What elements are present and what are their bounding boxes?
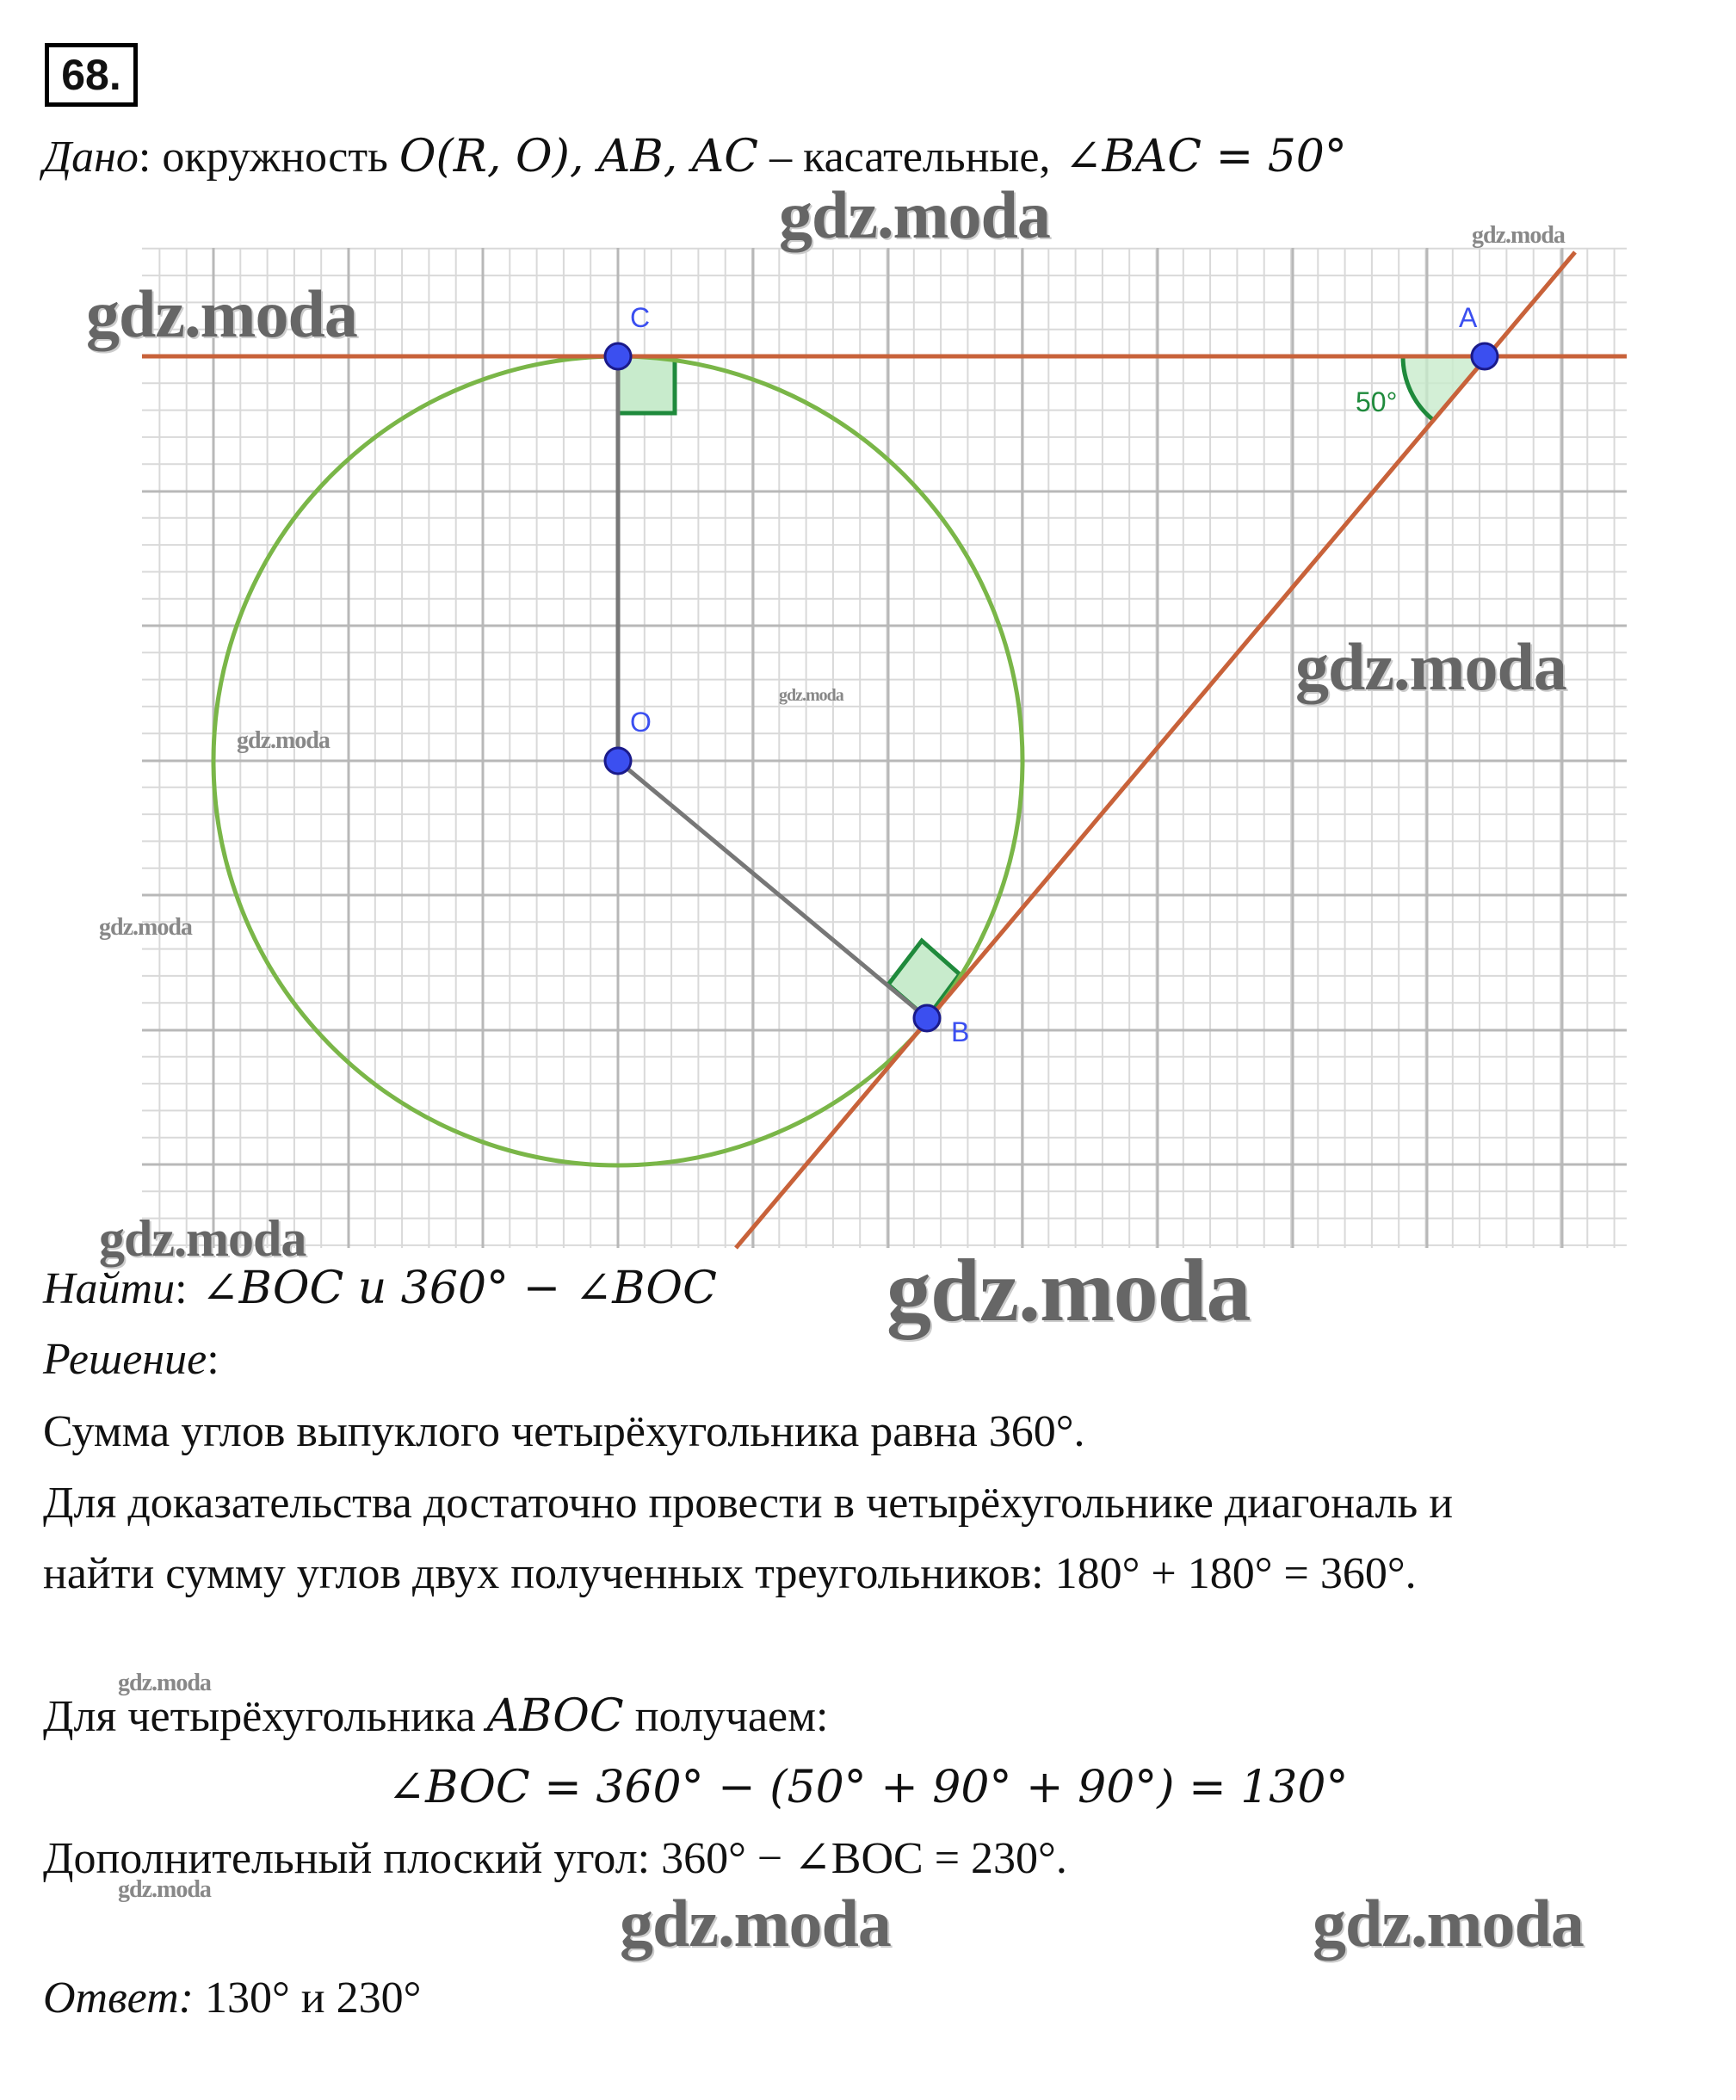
- label-o: O: [630, 707, 652, 738]
- solution-line-4-prefix: Для четырёхугольника: [43, 1692, 487, 1741]
- point-b: [914, 1005, 940, 1031]
- solution-quad-name: ABOC: [486, 1690, 624, 1742]
- point-c: [605, 343, 631, 369]
- watermark: gdz.moda: [118, 1670, 211, 1696]
- given-text: окружность: [151, 133, 399, 182]
- watermark: gdz.moda: [237, 727, 330, 754]
- solution-line-3: найти сумму углов двух полученных треугольников: 180° + 180° = 360°.: [43, 1549, 1417, 1598]
- watermark: gdz.moda: [99, 1210, 306, 1267]
- solution-line-1: Сумма углов выпуклого четырёхугольника равна 360°.: [43, 1407, 1085, 1456]
- watermark: gdz.moda: [118, 1876, 211, 1903]
- point-a: [1472, 343, 1498, 369]
- answer-text: 130° и 230°: [193, 1973, 422, 2023]
- watermark: gdz.moda: [99, 914, 192, 941]
- given-colon: :: [138, 133, 151, 182]
- task-number: 68.: [45, 43, 138, 107]
- grid: [142, 248, 1627, 1248]
- label-c: C: [630, 302, 651, 333]
- find-colon: :: [175, 1264, 188, 1313]
- watermark: gdz.moda: [86, 276, 357, 351]
- solution-formula: ∠BOC = 360° − (50° + 90° + 90°) = 130°: [387, 1762, 1349, 1813]
- answer-line: [43, 1971, 421, 2026]
- label-a: A: [1459, 302, 1478, 333]
- find-text: ∠BOC и 360° − ∠BOC: [187, 1263, 717, 1314]
- given-label: Дано: [43, 133, 139, 182]
- find-label: Найти: [43, 1264, 176, 1313]
- given-tangents-word: – касательные,: [758, 133, 1051, 182]
- label-b: B: [951, 1016, 970, 1047]
- point-o: [605, 748, 631, 774]
- watermark: gdz.moda: [887, 1241, 1251, 1340]
- watermark: gdz.moda: [779, 177, 1050, 252]
- angle-label-50: 50°: [1356, 386, 1398, 417]
- solution-line-2: Для доказательства достаточно провести в четырёхугольнике диагональ и: [43, 1479, 1454, 1528]
- solution-colon: :: [207, 1335, 219, 1384]
- watermark: gdz.moda: [1295, 629, 1566, 704]
- given-angle: ∠BAC = 50°: [1050, 131, 1347, 182]
- solution-line-4: [43, 1689, 828, 1745]
- solution-line-4-suffix: получаем:: [623, 1692, 829, 1741]
- given-circle: O(R, O),: [398, 131, 584, 182]
- watermark: gdz.moda: [1472, 222, 1565, 249]
- solution-label: Решение: [43, 1335, 207, 1384]
- watermark: gdz.moda: [779, 686, 843, 705]
- find-line: [43, 1261, 717, 1317]
- solution-heading: [43, 1332, 219, 1387]
- radius-ob: [618, 761, 927, 1018]
- solution-line-5: Дополнительный плоский угол: 360° − ∠BOC = 230°.: [43, 1834, 1067, 1883]
- watermark: gdz.moda: [620, 1886, 891, 1961]
- given-tangents: AB, AC: [584, 131, 759, 182]
- answer-label: Ответ:: [43, 1973, 194, 2023]
- watermark: gdz.moda: [1313, 1886, 1584, 1961]
